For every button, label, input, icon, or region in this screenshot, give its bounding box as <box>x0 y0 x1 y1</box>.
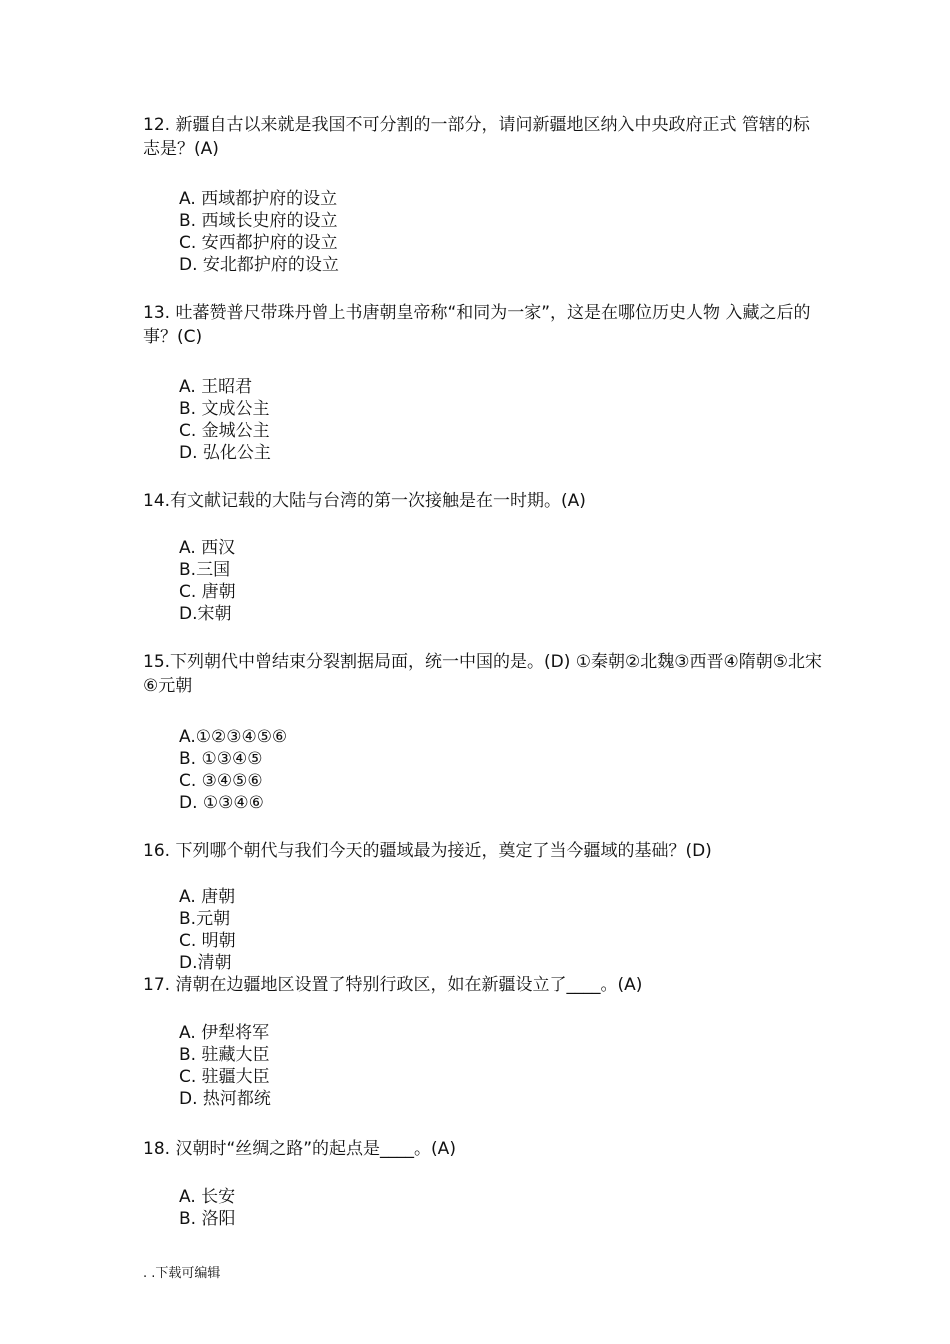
option-c: C. 金城公主 <box>179 421 270 441</box>
question-14-options <box>179 537 236 625</box>
question-16-options <box>179 886 236 974</box>
option-a: A.①②③④⑤⑥ <box>179 727 288 747</box>
option-c: C. 明朝 <box>179 931 236 951</box>
question-17-options <box>179 1022 271 1110</box>
option-a: A. 王昭君 <box>179 377 253 397</box>
question-17-text: 17. 清朝在边疆地区设置了特别行政区，如在新疆设立了____。(A) <box>143 975 643 995</box>
option-c: C. 唐朝 <box>179 582 236 602</box>
option-d: D. 安北都护府的设立 <box>179 255 339 275</box>
option-a: A. 唐朝 <box>179 887 236 907</box>
option-c: C. 安西都护府的设立 <box>179 233 338 253</box>
option-b: B.元朝 <box>179 909 231 929</box>
option-b: B. 洛阳 <box>179 1209 236 1229</box>
question-18-options <box>179 1186 235 1230</box>
option-a: A. 长安 <box>179 1187 236 1207</box>
question-12-text: 12. 新疆自古以来就是我国不可分割的一部分，请问新疆地区纳入中央政府正式 管辖的标志是？(A) <box>143 115 810 159</box>
option-b: B. ①③④⑤ <box>179 749 263 769</box>
question-13-options <box>179 376 271 464</box>
question-14-text: 14.有文献记载的大陆与台湾的第一次接触是在一时期。(A) <box>143 491 586 511</box>
option-a: A. 西域都护府的设立 <box>179 189 338 209</box>
footer-note: . .下载可编辑 <box>143 1266 221 1281</box>
question-18-text: 18. 汉朝时“丝绸之路”的起点是____。(A) <box>143 1139 456 1159</box>
option-d: D.清朝 <box>179 953 232 973</box>
option-b: B.三国 <box>179 560 231 580</box>
question-16-text: 16. 下列哪个朝代与我们今天的疆域最为接近，奠定了当今疆域的基础？(D) <box>143 841 712 861</box>
option-b: B. 西域长史府的设立 <box>179 211 338 231</box>
question-13-text: 13. 吐蕃赞普尺带珠丹曾上书唐朝皇帝称“和同为一家”，这是在哪位历史人物 入藏之后的事？(C) <box>143 303 811 347</box>
option-b: B. 文成公主 <box>179 399 270 419</box>
option-b: B. 驻藏大臣 <box>179 1045 270 1065</box>
option-c: C. ③④⑤⑥ <box>179 771 263 791</box>
question-12-options <box>179 188 339 276</box>
option-c: C. 驻疆大臣 <box>179 1067 270 1087</box>
option-d: D. 弘化公主 <box>179 443 271 463</box>
option-a: A. 伊犁将军 <box>179 1023 270 1043</box>
option-a: A. 西汉 <box>179 538 236 558</box>
option-d: D. 热河都统 <box>179 1089 271 1109</box>
question-15-options <box>179 726 287 814</box>
option-d: D.宋朝 <box>179 604 232 624</box>
question-15-text: 15.下列朝代中曾结束分裂割据局面，统一中国的是。(D) ①秦朝②北魏③西晋④隋朝⑤北宋⑥元朝 <box>143 652 822 696</box>
option-d: D. ①③④⑥ <box>179 793 264 813</box>
